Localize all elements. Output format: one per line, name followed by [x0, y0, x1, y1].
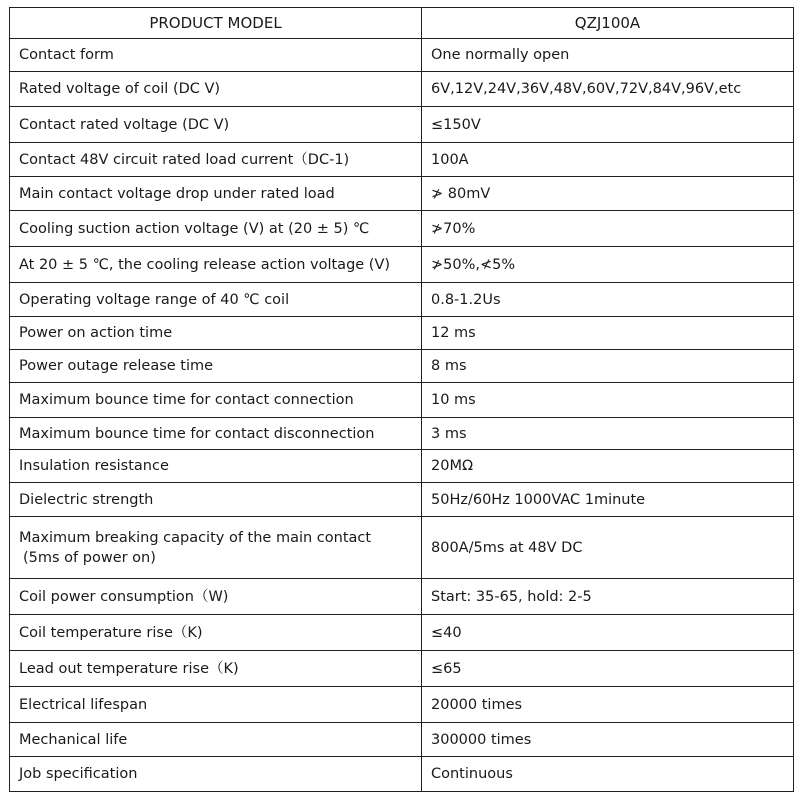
table-row: [10, 317, 794, 350]
row-parameter: Contact rated voltage (DC V): [10, 107, 422, 143]
row-parameter-line1: Maximum breaking capacity of the main contact: [19, 529, 372, 546]
table-row: [10, 687, 794, 723]
row-value: 100A: [422, 143, 794, 177]
row-parameter: Coil power consumption（W): [10, 579, 422, 615]
row-value: ≤65: [422, 651, 794, 687]
row-value: 8 ms: [422, 350, 794, 383]
table-row: [10, 450, 794, 483]
row-parameter: Job specification: [10, 757, 422, 792]
table-row: [10, 350, 794, 383]
table-row: [10, 39, 794, 72]
row-value: ≤40: [422, 615, 794, 651]
row-parameter: Insulation resistance: [10, 450, 422, 483]
row-parameter: Dielectric strength: [10, 483, 422, 517]
header-product-model: PRODUCT MODEL: [10, 8, 422, 39]
row-parameter: Main contact voltage drop under rated load: [10, 177, 422, 211]
table-row: [10, 247, 794, 283]
row-value: Start: 35-65, hold: 2-5: [422, 579, 794, 615]
table-row: [10, 723, 794, 757]
table-row: [10, 757, 794, 792]
row-parameter: Power outage release time: [10, 350, 422, 383]
row-value: ≤150V: [422, 107, 794, 143]
header-model-number: QZJ100A: [422, 8, 794, 39]
row-value: 0.8-1.2Us: [422, 283, 794, 317]
row-value: 6V,12V,24V,36V,48V,60V,72V,84V,96V,etc: [422, 72, 794, 107]
table-row: [10, 383, 794, 418]
row-value: 20MΩ: [422, 450, 794, 483]
table-row: [10, 107, 794, 143]
row-parameter: At 20 ± 5 ℃, the cooling release action voltage (V): [10, 247, 422, 283]
row-parameter: Electrical lifespan: [10, 687, 422, 723]
row-value: One normally open: [422, 39, 794, 72]
table-row: [10, 177, 794, 211]
row-parameter: Maximum bounce time for contact connection: [10, 383, 422, 418]
row-parameter: Contact 48V circuit rated load current（DC-1): [10, 143, 422, 177]
row-value: ≯ 80mV: [422, 177, 794, 211]
row-parameter: Contact form: [10, 39, 422, 72]
table-row: [10, 283, 794, 317]
row-parameter: Coil temperature rise（K): [10, 615, 422, 651]
row-value: 50Hz/60Hz 1000VAC 1minute: [422, 483, 794, 517]
row-parameter: Rated voltage of coil (DC V): [10, 72, 422, 107]
table-row: [10, 143, 794, 177]
row-value: Continuous: [422, 757, 794, 792]
table-row: [10, 72, 794, 107]
row-parameter: Maximum bounce time for contact disconnection: [10, 418, 422, 450]
table-row: [10, 483, 794, 517]
row-value: 10 ms: [422, 383, 794, 418]
spec-table: [9, 7, 794, 792]
table-header-row: [10, 8, 794, 39]
row-parameter-line2: (5ms of power on): [23, 549, 156, 566]
row-value: 12 ms: [422, 317, 794, 350]
table-row: [10, 517, 794, 579]
table-row: [10, 651, 794, 687]
row-value: 20000 times: [422, 687, 794, 723]
row-value: 300000 times: [422, 723, 794, 757]
row-value: ≯50%,≮5%: [422, 247, 794, 283]
row-value: ≯70%: [422, 211, 794, 247]
row-parameter: Lead out temperature rise（K): [10, 651, 422, 687]
row-value: 3 ms: [422, 418, 794, 450]
row-value: 800A/5ms at 48V DC: [422, 517, 794, 579]
row-parameter: Power on action time: [10, 317, 422, 350]
row-parameter: [10, 517, 422, 579]
row-parameter: Mechanical life: [10, 723, 422, 757]
table-row: [10, 579, 794, 615]
table-row: [10, 418, 794, 450]
table-row: [10, 211, 794, 247]
row-parameter: Operating voltage range of 40 ℃ coil: [10, 283, 422, 317]
table-row: [10, 615, 794, 651]
row-parameter: Cooling suction action voltage (V) at (20 ± 5) ℃: [10, 211, 422, 247]
